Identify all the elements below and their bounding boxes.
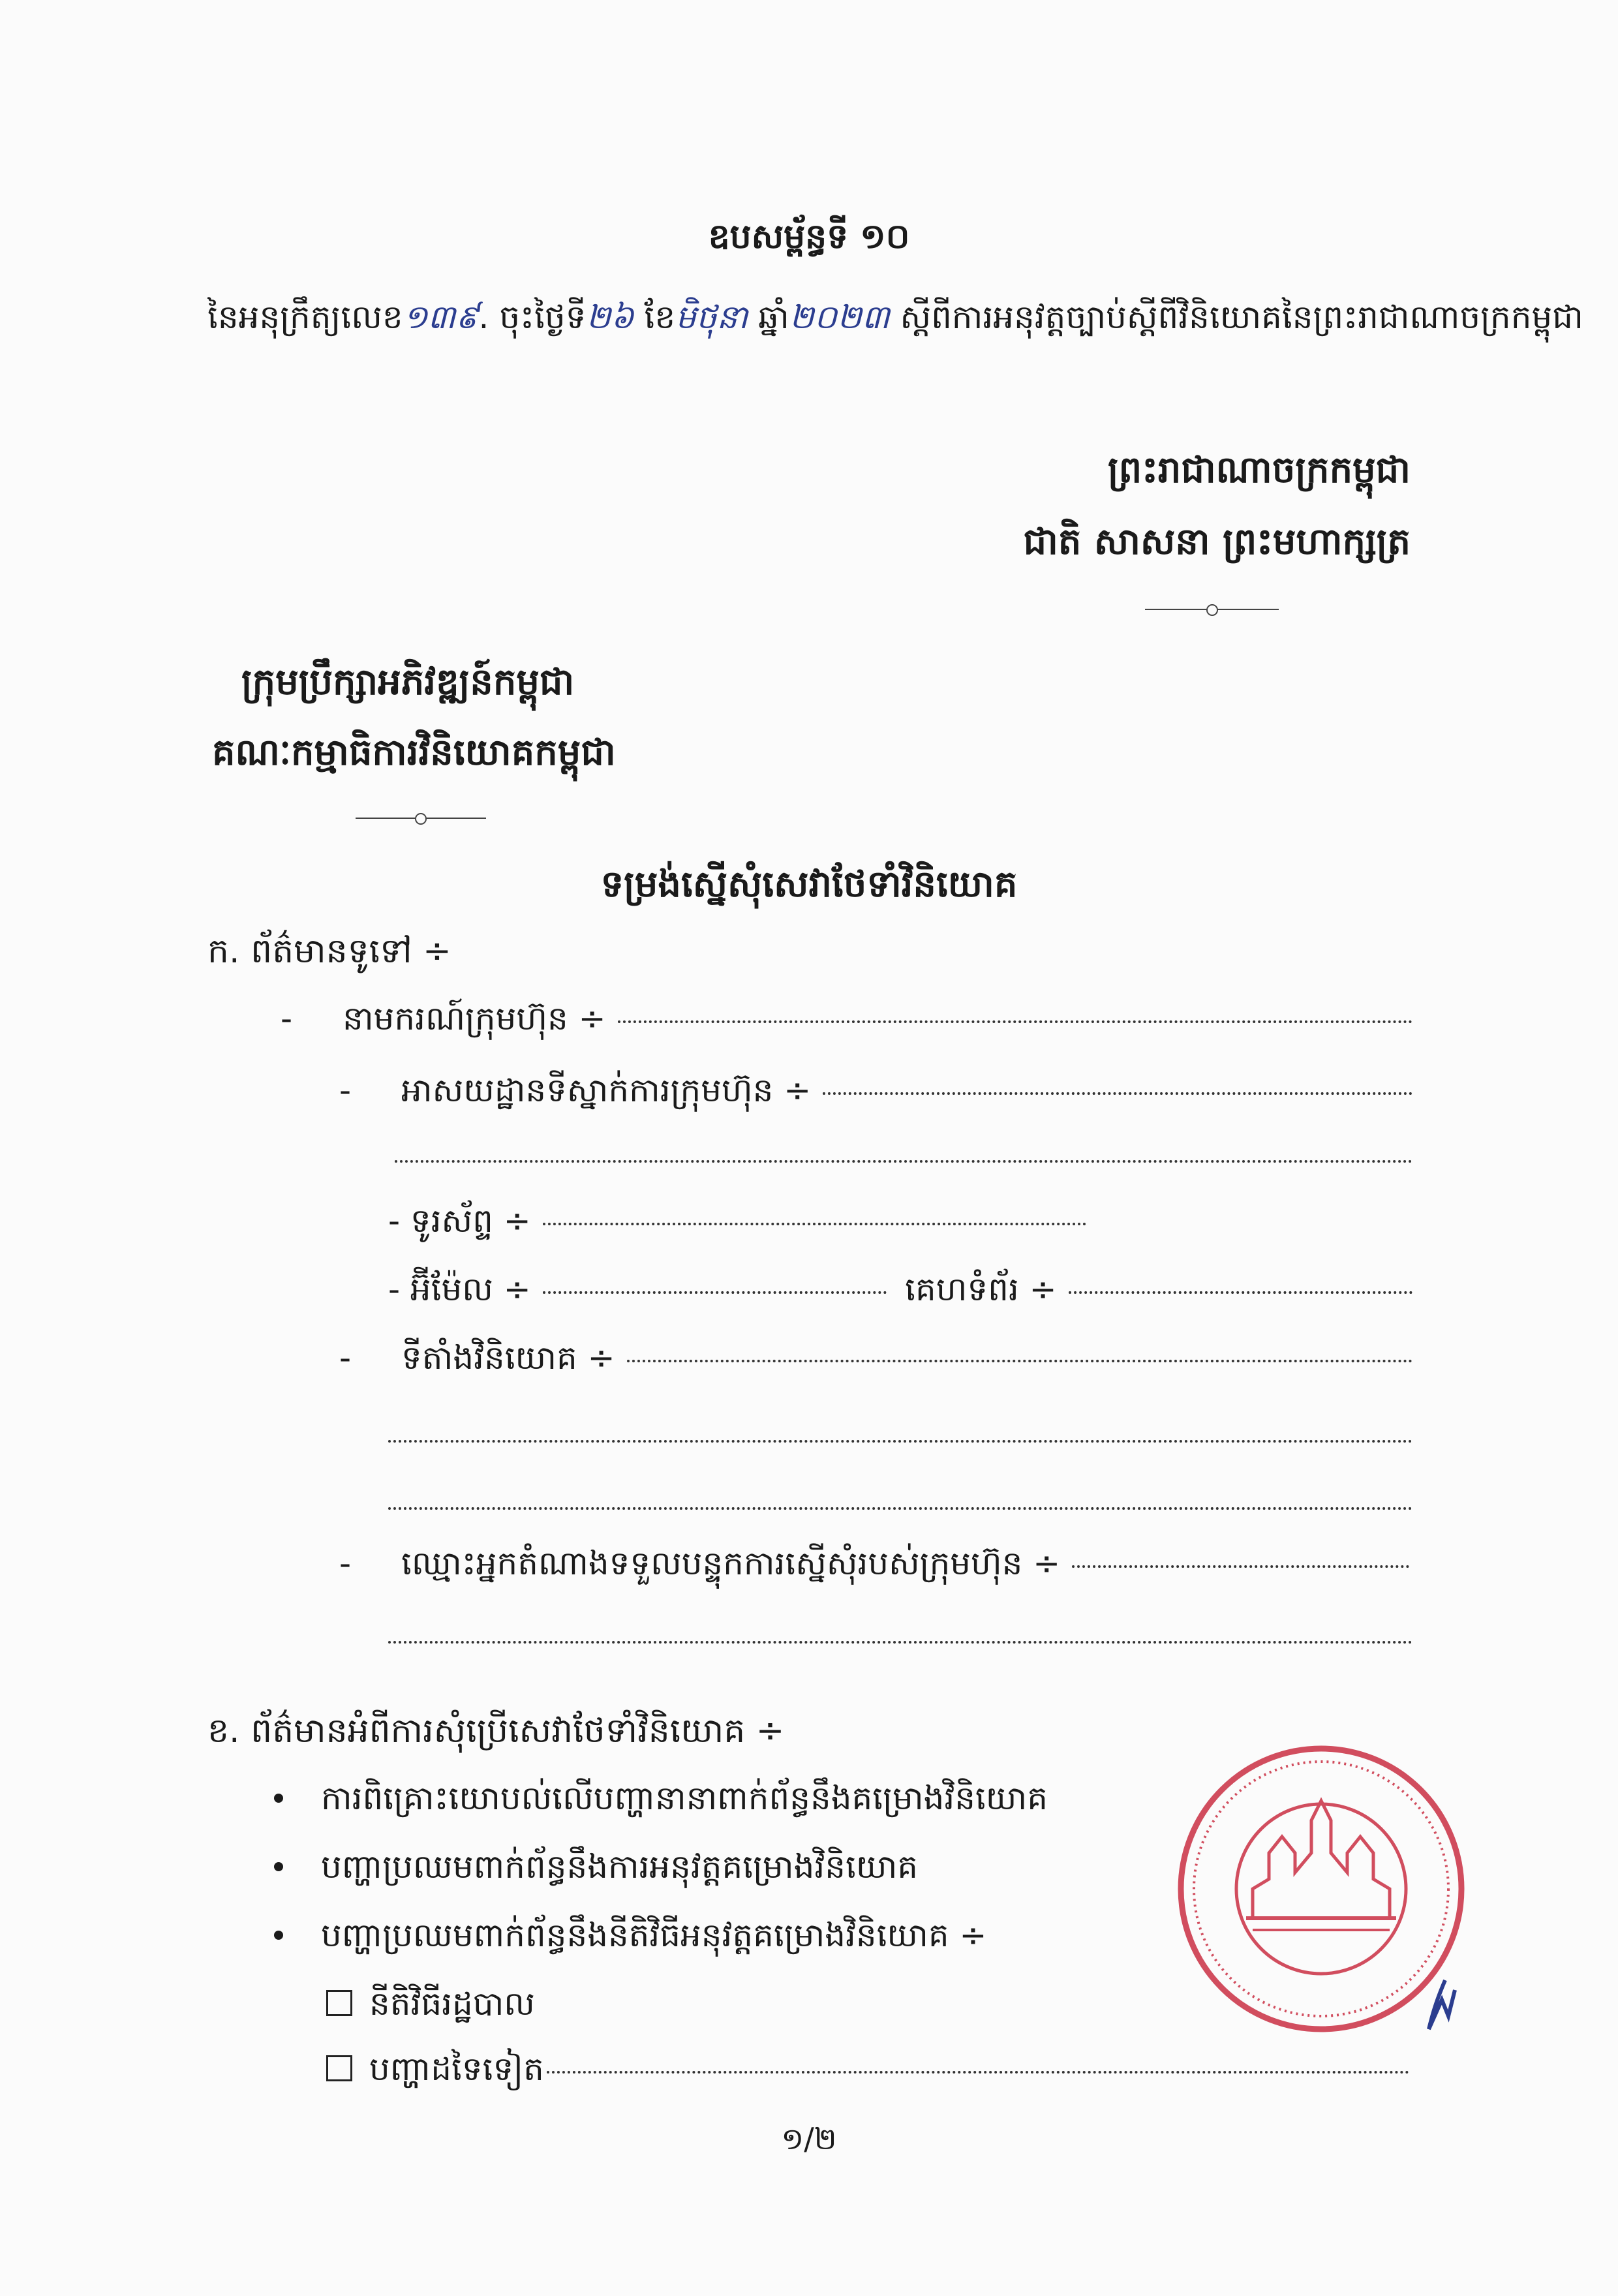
subtitle-mid1: . ចុះថ្ងៃទី bbox=[478, 298, 587, 336]
bullet-item bbox=[274, 1846, 918, 1894]
handwritten-day: ២៦ bbox=[586, 298, 634, 336]
representative-field[interactable] bbox=[1072, 1565, 1409, 1568]
phone-row bbox=[388, 1201, 1086, 1248]
signature-mark bbox=[1429, 1980, 1455, 2029]
dash-bullet: - bbox=[339, 1339, 352, 1377]
email-field[interactable] bbox=[543, 1291, 887, 1294]
investment-location-field[interactable] bbox=[627, 1360, 1412, 1362]
checkbox-other[interactable] bbox=[326, 2055, 352, 2081]
company-address-field-line2[interactable] bbox=[395, 1160, 1412, 1163]
company-name-label: នាមករណ៍ក្រុមហ៊ុន ÷ bbox=[343, 1000, 606, 1037]
section-a-heading: ក. ព័ត៌មានទូទៅ ÷ bbox=[207, 932, 451, 971]
handwritten-year: ២០២៣ bbox=[789, 298, 890, 336]
subtitle-suffix: ស្តីពីការអនុវត្តច្បាប់ស្តីពីវិនិយោគនៃព្រះរាជាណាចក្រកម្ពុជា bbox=[889, 298, 1583, 336]
bullet-item bbox=[274, 1778, 1048, 1826]
checkbox-label: បញ្ហាដទៃទៀត bbox=[369, 2050, 544, 2088]
form-title: ទម្រង់ស្នើសុំសេវាថែទាំវិនិយោគ bbox=[600, 863, 1018, 906]
national-motto: ជាតិ សាសនា ព្រះមហាក្សត្រ bbox=[1023, 521, 1411, 563]
committee-name: គណៈកម្មាធិការវិនិយោគកម្ពុជា bbox=[212, 731, 616, 774]
checkbox-row-other bbox=[326, 2049, 1409, 2096]
bullet-dot-icon bbox=[274, 1862, 283, 1871]
investment-location-label: ទីតាំងវិនិយោគ ÷ bbox=[401, 1339, 615, 1377]
page-number: ១/២ bbox=[781, 2121, 837, 2156]
section-b-heading: ខ. ព័ត៌មានអំពីការសុំប្រើសេវាថែទាំវិនិយោគ ÷ bbox=[207, 1711, 785, 1751]
handwritten-number: ១៣៩ bbox=[403, 298, 479, 336]
bullet-text: ការពិគ្រោះយោបល់លើបញ្ហានានាពាក់ព័ន្ធនឹងគម្រោងវិនិយោគ bbox=[321, 1779, 1048, 1817]
representative-field-line2[interactable] bbox=[388, 1641, 1412, 1644]
website-field[interactable] bbox=[1069, 1291, 1412, 1294]
company-name-field[interactable] bbox=[618, 1020, 1413, 1023]
investment-location-row bbox=[339, 1338, 1412, 1385]
phone-field[interactable] bbox=[543, 1223, 1086, 1225]
official-seal-stamp bbox=[1155, 1722, 1488, 2055]
representative-row bbox=[339, 1543, 1409, 1591]
company-address-label: អាសយដ្ឋានទីស្នាក់ការក្រុមហ៊ុន ÷ bbox=[401, 1071, 812, 1109]
investment-location-field-line3[interactable] bbox=[388, 1507, 1412, 1510]
dash-bullet: - bbox=[339, 1071, 352, 1109]
email-website-row bbox=[388, 1269, 1412, 1317]
bullet-dot-icon bbox=[274, 1931, 283, 1940]
ornament-divider-right bbox=[1145, 609, 1279, 610]
annex-title: ឧបសម្ព័ន្ធទី ១០ bbox=[708, 217, 910, 256]
dash-bullet: - bbox=[339, 1544, 352, 1582]
company-name-row bbox=[281, 998, 1412, 1046]
kingdom-title: ព្រះរាជាណាចក្រកម្ពុជា bbox=[1107, 449, 1411, 491]
checkbox-row-administrative bbox=[326, 1983, 535, 2031]
subtitle-mid2: ខែ bbox=[633, 298, 676, 336]
checkbox-label: នីតិវិធីរដ្ឋបាល bbox=[369, 1985, 535, 2023]
company-address-field[interactable] bbox=[823, 1092, 1412, 1095]
decree-subtitle bbox=[207, 297, 1583, 344]
investment-location-field-line2[interactable] bbox=[388, 1440, 1412, 1443]
ornament-divider-left bbox=[356, 818, 486, 819]
bullet-text: បញ្ហាប្រឈមពាក់ព័ន្ធនឹងនីតិវិធីអនុវត្តគម្រោងវិនិយោគ ÷ bbox=[321, 1916, 987, 1954]
dash-bullet: - bbox=[281, 1000, 293, 1037]
other-issues-field[interactable] bbox=[547, 2071, 1409, 2074]
website-label: គេហទំព័រ ÷ bbox=[905, 1270, 1057, 1308]
email-label: - អ៊ីម៉ែល ÷ bbox=[388, 1270, 531, 1308]
bullet-text: បញ្ហាប្រឈមពាក់ព័ន្ធនឹងការអនុវត្តគម្រោងវិនិយោគ bbox=[321, 1848, 919, 1886]
representative-label: ឈ្មោះអ្នកតំណាងទទួលបន្ទុកការស្នើសុំរបស់ក្រុមហ៊ុន ÷ bbox=[401, 1544, 1061, 1582]
bullet-item bbox=[274, 1915, 986, 1963]
council-name: ក្រុមប្រឹក្សាអភិវឌ្ឍន៍កម្ពុជា bbox=[241, 661, 575, 703]
company-address-row bbox=[339, 1070, 1412, 1118]
subtitle-mid3: ឆ្នាំ bbox=[748, 298, 789, 336]
handwritten-month: មិថុនា bbox=[675, 298, 748, 336]
subtitle-prefix: នៃអនុក្រឹត្យលេខ bbox=[207, 298, 403, 336]
checkbox-administrative[interactable] bbox=[326, 1990, 352, 2016]
phone-label: - ទូរស័ព្ទ ÷ bbox=[388, 1202, 531, 1240]
bullet-dot-icon bbox=[274, 1794, 283, 1803]
